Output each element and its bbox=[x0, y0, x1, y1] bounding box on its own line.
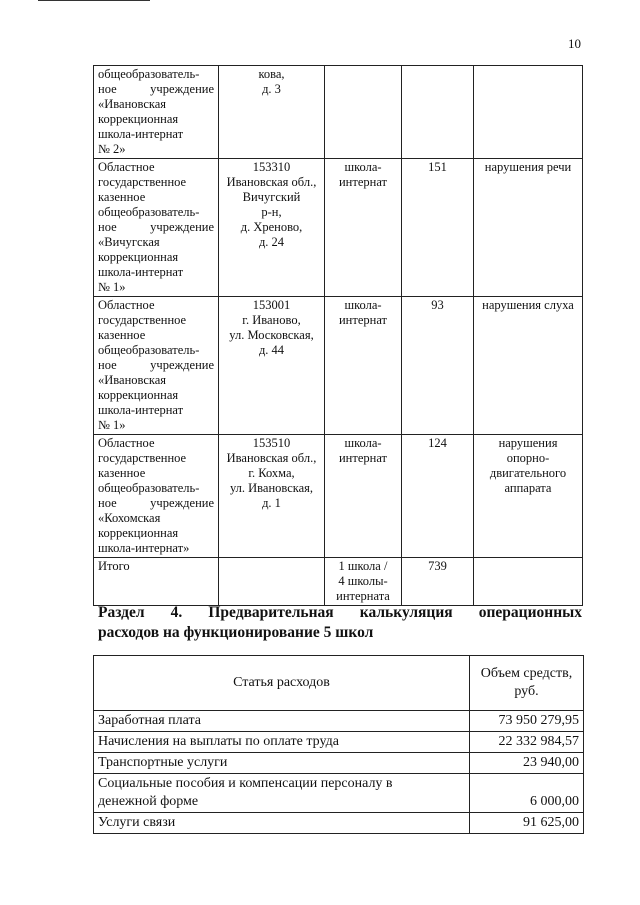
address-line: д. Хреново, bbox=[240, 220, 303, 234]
expense-item-line: Социальные пособия и компенсации персоналу в bbox=[98, 776, 393, 791]
expense-amount: 23 940,00 bbox=[470, 753, 584, 774]
institution-name-line: общеобразователь- bbox=[98, 205, 200, 219]
expense-item-line: Начисления на выплаты по оплате труда bbox=[98, 734, 339, 749]
header-rule bbox=[38, 0, 150, 1]
institution-name-line: коррекционная bbox=[98, 250, 179, 264]
amount-header-line: Объем средств, bbox=[480, 666, 573, 681]
institution-name-line: школа-интернат bbox=[98, 265, 184, 279]
institution-row bbox=[94, 435, 583, 558]
institution-name-line: № 1» bbox=[98, 280, 126, 294]
institution-name-line: Областное bbox=[98, 298, 155, 312]
institution-name-line: государственное bbox=[98, 313, 187, 327]
institution-row bbox=[94, 159, 583, 297]
address-line: Ивановская обл., bbox=[226, 175, 317, 189]
expense-row bbox=[94, 753, 584, 774]
institution-name-line: ное учреждение bbox=[98, 82, 214, 96]
address-line: д. 1 bbox=[262, 496, 281, 510]
total-row bbox=[94, 558, 583, 606]
institution-name-line: государственное bbox=[98, 451, 187, 465]
institution-name-line: ное учреждение bbox=[98, 496, 214, 510]
institution-type-cell bbox=[325, 435, 402, 558]
expense-amount: 73 950 279,95 bbox=[470, 711, 584, 732]
expenses-table bbox=[93, 655, 584, 834]
total-count: 739 bbox=[402, 558, 474, 606]
student-count-cell: 93 bbox=[402, 297, 474, 435]
expense-item-header: Статья расходов bbox=[94, 656, 470, 711]
expense-amount-header bbox=[470, 656, 584, 711]
institution-name-line: № 1» bbox=[98, 418, 126, 432]
institution-name-line: школа-интернат» bbox=[98, 541, 190, 555]
student-count-cell: 124 bbox=[402, 435, 474, 558]
expense-row bbox=[94, 813, 584, 834]
institution-address-cell bbox=[219, 66, 325, 159]
profile-cell bbox=[474, 159, 583, 297]
institution-type-cell bbox=[325, 66, 402, 159]
institution-name-line: казенное bbox=[98, 190, 146, 204]
profile-cell bbox=[474, 297, 583, 435]
address-line: Вичугский bbox=[242, 190, 301, 204]
profile-line: двигательного bbox=[489, 466, 567, 480]
total-label: Итого bbox=[94, 558, 219, 606]
expense-item-cell bbox=[94, 711, 470, 732]
type-line: 4 школы- bbox=[338, 574, 388, 588]
address-line: д. 44 bbox=[258, 343, 285, 357]
address-line: г. Иваново, bbox=[242, 313, 301, 327]
address-line: д. 24 bbox=[258, 235, 285, 249]
type-line: 1 школа / bbox=[338, 559, 388, 573]
address-line: кова, bbox=[258, 67, 285, 81]
profile-line: нарушения речи bbox=[484, 160, 572, 174]
expense-item-line: денежной форме bbox=[98, 794, 199, 809]
address-line: р-н, bbox=[261, 205, 282, 219]
institution-name-cell bbox=[94, 159, 219, 297]
expense-item-cell bbox=[94, 813, 470, 834]
institution-name-line: казенное bbox=[98, 466, 146, 480]
institution-name-line: школа-интернат bbox=[98, 127, 184, 141]
profile-line: нарушения слуха bbox=[482, 298, 574, 312]
expense-row bbox=[94, 732, 584, 753]
empty-cell bbox=[219, 558, 325, 606]
empty-cell bbox=[474, 558, 583, 606]
institution-name-line: ное учреждение bbox=[98, 358, 214, 372]
institution-name-line: коррекционная bbox=[98, 112, 179, 126]
expense-item-line: Транспортные услуги bbox=[98, 755, 228, 770]
institution-type-cell bbox=[325, 297, 402, 435]
profile-cell bbox=[474, 435, 583, 558]
type-line: школа- bbox=[344, 436, 382, 450]
profile-line: нарушения bbox=[498, 436, 558, 450]
institution-name-line: Областное bbox=[98, 160, 155, 174]
institution-name-cell bbox=[94, 66, 219, 159]
institution-row bbox=[94, 66, 583, 159]
expense-item-line: Услуги связи bbox=[98, 815, 176, 830]
type-line: интерната bbox=[336, 589, 390, 603]
amount-header-line: руб. bbox=[514, 684, 539, 699]
institution-name-line: государственное bbox=[98, 175, 187, 189]
institution-name-line: общеобразователь- bbox=[98, 67, 200, 81]
institution-name-line: № 2» bbox=[98, 142, 126, 156]
address-line: Ивановская обл., bbox=[226, 451, 317, 465]
expense-item-cell bbox=[94, 753, 470, 774]
institution-name-line: казенное bbox=[98, 328, 146, 342]
profile-line: опорно- bbox=[506, 451, 550, 465]
expense-row bbox=[94, 711, 584, 732]
institution-address-cell bbox=[219, 435, 325, 558]
page-number: 10 bbox=[568, 36, 581, 51]
address-line: ул. Московская, bbox=[229, 328, 314, 342]
institution-name-line: ное учреждение bbox=[98, 220, 214, 234]
institution-name-line: школа-интернат bbox=[98, 403, 184, 417]
expense-item-line: Заработная плата bbox=[98, 713, 201, 728]
address-line: 153001 bbox=[252, 298, 291, 312]
institution-row bbox=[94, 297, 583, 435]
institution-name-cell bbox=[94, 297, 219, 435]
institution-name-line: общеобразователь- bbox=[98, 481, 200, 495]
type-line: школа- bbox=[344, 160, 382, 174]
profile-line: аппарата bbox=[504, 481, 552, 495]
total-type-cell bbox=[325, 558, 402, 606]
section-title-line-1: Раздел 4. Предварительная калькуляция операционных bbox=[98, 604, 582, 621]
institution-name-cell bbox=[94, 435, 219, 558]
expense-amount: 91 625,00 bbox=[470, 813, 584, 834]
institution-name-line: «Кохомская bbox=[98, 511, 161, 525]
institutions-table bbox=[93, 65, 583, 606]
institution-name-line: «Вичугская bbox=[98, 235, 160, 249]
section-heading bbox=[98, 603, 582, 643]
institution-name-line: Областное bbox=[98, 436, 155, 450]
address-line: г. Кохма, bbox=[248, 466, 295, 480]
student-count-cell: 151 bbox=[402, 159, 474, 297]
institution-name-line: коррекционная bbox=[98, 526, 179, 540]
institution-name-line: «Ивановская bbox=[98, 373, 167, 387]
institution-address-cell bbox=[219, 297, 325, 435]
type-line: интернат bbox=[338, 451, 388, 465]
type-line: интернат bbox=[338, 313, 388, 327]
expense-row bbox=[94, 774, 584, 813]
student-count-cell bbox=[402, 66, 474, 159]
institution-name-line: «Ивановская bbox=[98, 97, 167, 111]
expense-amount: 22 332 984,57 bbox=[470, 732, 584, 753]
address-line: 153310 bbox=[252, 160, 291, 174]
institution-name-line: общеобразователь- bbox=[98, 343, 200, 357]
expense-item-cell bbox=[94, 774, 470, 813]
expense-item-cell bbox=[94, 732, 470, 753]
address-line: 153510 bbox=[252, 436, 291, 450]
type-line: интернат bbox=[338, 175, 388, 189]
expense-amount: 6 000,00 bbox=[470, 774, 584, 813]
address-line: д. 3 bbox=[262, 82, 281, 96]
section-title-line-2: расходов на функционирование 5 школ bbox=[98, 624, 374, 641]
institution-address-cell bbox=[219, 159, 325, 297]
institution-name-line: коррекционная bbox=[98, 388, 179, 402]
institution-type-cell bbox=[325, 159, 402, 297]
address-line: ул. Ивановская, bbox=[229, 481, 314, 495]
expenses-header-row bbox=[94, 656, 584, 711]
type-line: школа- bbox=[344, 298, 382, 312]
profile-cell bbox=[474, 66, 583, 159]
